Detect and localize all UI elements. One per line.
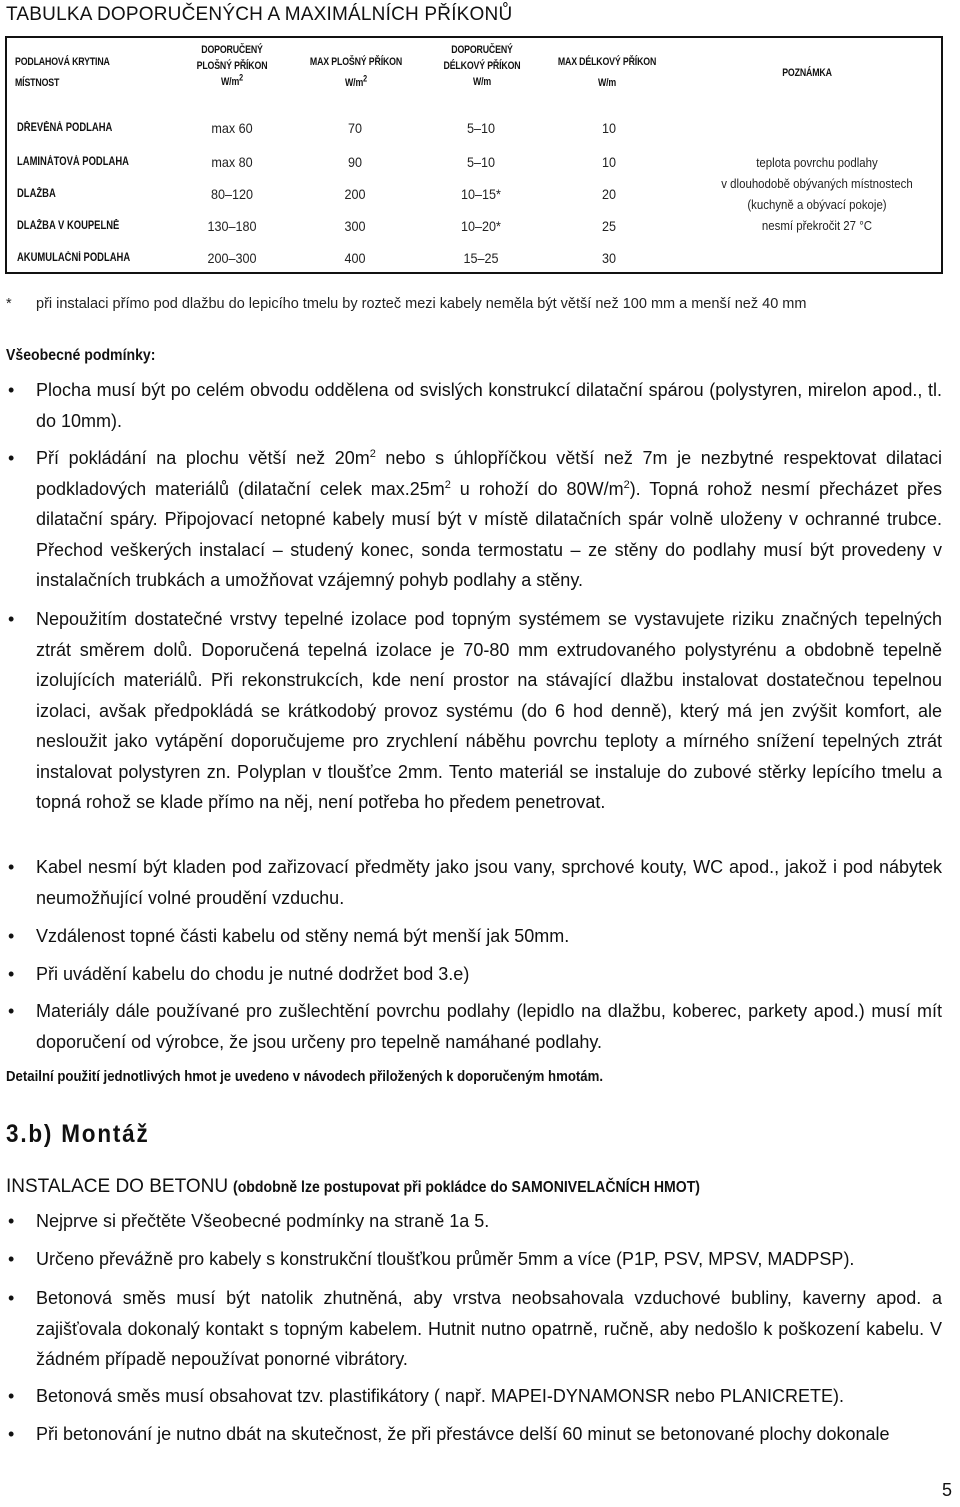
header-text: DOPORUČENÝ xyxy=(201,44,263,56)
detail-note: Detailní použití jednotlivých hmot je uvedeno v návodech přiložených k doporučeným hmotám. xyxy=(6,1068,604,1085)
text-run: Pří pokládání na plochu větší než 20m xyxy=(36,448,370,468)
list-item xyxy=(36,443,942,596)
table-cell: max 80 xyxy=(211,154,253,170)
list-item: • Betonová směs musí být natolik zhutněná, aby vrstva neobsahovala vzduchové bubliny, kaverny apod. a zajišťovala dokonalý kontakt s topným kabelem. Hutnit nutno opatrně, ručně, aby nedošlo k poškození kabelu. V žádném případě nepoužívat ponorné vibrátory. xyxy=(36,1283,942,1375)
table-cell: 10 xyxy=(601,120,617,136)
header-unit: W/m xyxy=(345,77,364,89)
row-label: DŘEVĚNÁ PODLAHA xyxy=(17,122,113,134)
list-item: • Vzdálenost topné části kabelu od stěny nemá být menší jak 50mm. xyxy=(36,921,942,952)
superscript: 2 xyxy=(369,448,376,460)
page-title: TABULKA DOPORUČENÝCH A MAXIMÁLNÍCH PŘÍKONŮ xyxy=(6,4,513,25)
table-cell: 80–120 xyxy=(210,186,254,202)
superscript: 2 xyxy=(623,478,630,491)
header-text: W/m xyxy=(597,77,617,89)
general-conditions-heading: Všeobecné podmínky: xyxy=(6,347,156,364)
header-unit: W/m xyxy=(472,76,492,88)
header-unit-sup: 2 xyxy=(239,72,243,83)
list-item: • Kabel nesmí být kladen pod zařizovací předměty jako jsou vany, sprchové kouty, WC apod., jakož i pod nábytek neumožňující volné proudění vzduchu. xyxy=(36,852,942,913)
table-cell: 30 xyxy=(601,250,617,266)
install-heading xyxy=(6,1176,764,1198)
header-text: DOPORUČENÝ xyxy=(451,44,513,56)
table-cell: 300 xyxy=(344,218,366,234)
table-cell: 5–10 xyxy=(466,154,496,170)
header-text: MAX PLOŠNÝ PŘÍKON xyxy=(309,56,403,68)
header-recommended-area xyxy=(180,44,284,89)
list-item: • Nejprve si přečtěte Všeobecné podmínky na straně 1a 5. xyxy=(36,1206,942,1237)
header-floor-covering xyxy=(15,56,143,90)
list-item: • Materiály dále používané pro zušlechtění povrchu podlahy (lepidlo na dlažbu, koberec, parkety apod.) musí mít doporučení od výrobce, že jsou určeny pro tepelně namáhané podlahy. xyxy=(36,996,942,1057)
install-heading-note: (obdobně lze postupovat při pokládce do SAMONIVELAČNÍCH HMOT) xyxy=(233,1179,701,1196)
list-item: • Betonová směs musí obsahovat tzv. plastifikátory ( např. MAPEI-DYNAMONSR nebo PLANICRETE). xyxy=(36,1381,942,1412)
table-cell: 200–300 xyxy=(207,250,257,266)
list-item: • Při uvádění kabelu do chodu je nutné dodržet bod 3.e) xyxy=(36,959,942,990)
row-label: AKUMULAČNÍ PODLAHA xyxy=(17,252,131,264)
row-label: LAMINÁTOVÁ PODLAHA xyxy=(17,156,129,168)
note-line: teplota povrchu podlahy xyxy=(756,155,878,170)
header-unit: W/m xyxy=(221,76,240,88)
text-run: u rohoží do 80W/m xyxy=(450,478,624,499)
footnote-text: při instalaci přímo pod dlažbu do lepicího tmelu by rozteč mezi kabely neměla být větší než 100 mm a menší než 40 mm xyxy=(36,296,807,312)
header-text: MAX DÉLKOVÝ PŘÍKON xyxy=(557,56,657,68)
table-footnote xyxy=(6,296,806,312)
table-cell: 130–180 xyxy=(207,218,257,234)
table-cell: 70 xyxy=(347,120,363,136)
note-line: (kuchyně a obývací pokoje) xyxy=(747,197,887,212)
table-note xyxy=(711,152,922,236)
row-label: DLAŽBA V KOUPELNĚ xyxy=(17,220,120,232)
table-cell: 90 xyxy=(347,154,363,170)
header-recommended-length xyxy=(430,44,534,89)
power-table xyxy=(5,36,943,274)
table-cell: 5–10 xyxy=(466,120,496,136)
table-cell: 10–15* xyxy=(461,186,501,202)
header-note: POZNÁMKA xyxy=(782,67,832,79)
superscript: 2 xyxy=(444,478,451,491)
header-text: MÍSTNOST xyxy=(15,77,60,89)
header-text: PLOŠNÝ PŘÍKON xyxy=(196,60,268,72)
table-cell: 200 xyxy=(344,186,366,202)
list-item: • Určeno převážně pro kabely s konstrukční tloušťkou průměr 5mm a více (P1P, PSV, MPSV, MADPSP). xyxy=(36,1244,942,1275)
note-line: nesmí překročit 27 °C xyxy=(761,218,873,233)
note-line: v dlouhodobě obývaných místnostech xyxy=(721,176,913,191)
page-number: 5 xyxy=(942,1480,953,1500)
footnote-marker: * xyxy=(6,296,12,312)
list-item: • Plocha musí být po celém obvodu oddělena od svislých konstrukcí dilatační spárou (polystyren, mirelon apod., tl. do 10mm). xyxy=(36,375,942,436)
install-heading-main: INSTALACE DO BETONU xyxy=(6,1176,234,1197)
table-cell: 10–20* xyxy=(461,218,501,234)
table-cell: 400 xyxy=(344,250,366,266)
header-text: PODLAHOVÁ KRYTINA xyxy=(15,56,110,68)
header-unit-sup: 2 xyxy=(363,73,367,84)
table-cell: 10 xyxy=(601,154,617,170)
text-run: ). Topná rohož nesmí přecházet přes dilatační spáry. Připojovací netopné kabely musí být v místě dilatačních spár volně uloženy v ochranné trubce. Přechod veškerých instalací – studený konec, sonda termostatu – ze stěny do podlahy musí být provedeny v instalačních trubkách a umožňovat vzájemný pohyb podlahy a stěny. xyxy=(36,478,942,590)
header-max-area xyxy=(304,56,408,90)
table-cell: 20 xyxy=(601,186,617,202)
list-item: • Při betonování je nutno dbát na skutečnost, že při přestávce delší 60 minut se betonované plochy dokonale xyxy=(36,1419,942,1450)
text-run: nebo s úhlopříčkou větší než 7m je nezbytné respektovat dilataci podkladových materiálů (dilatační celek max.25m xyxy=(36,448,943,499)
header-text: DÉLKOVÝ PŘÍKON xyxy=(443,60,521,72)
row-label: DLAŽBA xyxy=(17,188,56,200)
list-item: • Nepoužitím dostatečné vrstvy tepelné izolace pod topným systémem se vystavujete riziku značných tepelných ztrát směrem dolů. Doporučená tepelná izolace je 70-80 mm extrudovaného polystyrénu a obdobně tepelně izolujících materiálů. Při rekonstrukcích, kde není prostor na stávající dlažbu instalovat dostatečnou tepelnou izolaci, avšak předpokládá se krátkodobý provoz systému (do 6 hod denně), který má jen zvýšit komfort, ale nesloužit jako vytápění doporučujeme pro zrychlení náběhu povrchu teploty a mírného snížení tepelných ztrát instalovat polystyren zn. Polyplan v tloušťce 2mm. Tento materiál se instaluje do zubové stěrky lepícího tmelu a topná rohož se klade přímo na něj, není potřeba ho předem penetrovat. xyxy=(36,604,942,818)
table-cell: 15–25 xyxy=(463,250,499,266)
header-max-length xyxy=(551,56,663,90)
table-cell: max 60 xyxy=(211,120,253,136)
table-cell: 25 xyxy=(601,218,617,234)
section-title: 3.b) Montáž xyxy=(6,1120,150,1148)
